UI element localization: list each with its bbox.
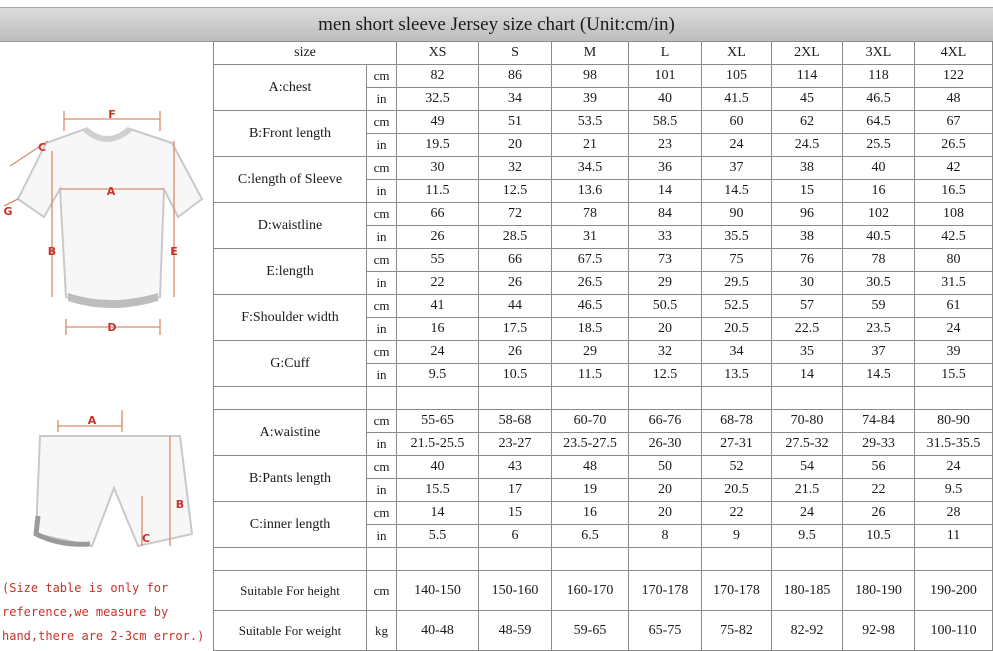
table-row — [214, 456, 993, 479]
fit-cell: 40-48 — [397, 611, 479, 651]
empty-cell — [367, 387, 397, 410]
cell-cm: 90 — [702, 203, 772, 226]
cell-cm: 37 — [843, 341, 915, 364]
cell-cm: 41 — [397, 295, 479, 318]
cell-cm: 75 — [702, 249, 772, 272]
cell-cm: 30 — [397, 157, 479, 180]
empty-cell — [479, 387, 552, 410]
cell-in: 15.5 — [397, 479, 479, 502]
empty-cell — [915, 548, 993, 571]
cell-in: 18.5 — [552, 318, 629, 341]
cell-in: 23.5-27.5 — [552, 433, 629, 456]
cell-cm: 39 — [915, 341, 993, 364]
cell-cm: 67.5 — [552, 249, 629, 272]
fit-label: Suitable For height — [214, 571, 367, 611]
cell-in: 30.5 — [843, 272, 915, 295]
empty-cell — [397, 548, 479, 571]
fit-cell: 92-98 — [843, 611, 915, 651]
empty-cell — [552, 387, 629, 410]
unit-in: in — [367, 134, 397, 157]
size-header: size — [214, 42, 397, 65]
empty-cell — [479, 548, 552, 571]
fit-cell: 180-185 — [772, 571, 843, 611]
cell-in: 31 — [552, 226, 629, 249]
diagram-label-g: G — [3, 205, 13, 218]
table-row — [214, 295, 993, 318]
cell-in: 22.5 — [772, 318, 843, 341]
unit-in: in — [367, 525, 397, 548]
cell-in: 32.5 — [397, 88, 479, 111]
fit-cell: 75-82 — [702, 611, 772, 651]
empty-cell — [915, 387, 993, 410]
cell-in: 20 — [629, 479, 702, 502]
cell-cm: 49 — [397, 111, 479, 134]
cell-in: 17 — [479, 479, 552, 502]
cell-cm: 114 — [772, 65, 843, 88]
cell-in: 9.5 — [772, 525, 843, 548]
cell-cm: 67 — [915, 111, 993, 134]
cell-in: 9.5 — [397, 364, 479, 387]
measure-label: E:length — [214, 249, 367, 295]
cell-in: 25.5 — [843, 134, 915, 157]
cell-cm: 64.5 — [843, 111, 915, 134]
measure-label: C:length of Sleeve — [214, 157, 367, 203]
cell-cm: 102 — [843, 203, 915, 226]
cell-in: 33 — [629, 226, 702, 249]
cell-in: 20 — [479, 134, 552, 157]
diagram-label-f: F — [108, 108, 116, 121]
cell-cm: 58.5 — [629, 111, 702, 134]
cell-in: 20.5 — [702, 318, 772, 341]
cell-in: 48 — [915, 88, 993, 111]
chart-title: men short sleeve Jersey size chart (Unit:cm/in) — [0, 7, 993, 42]
cell-in: 6.5 — [552, 525, 629, 548]
cell-cm: 14 — [397, 502, 479, 525]
fit-cell: 59-65 — [552, 611, 629, 651]
cell-cm: 24 — [772, 502, 843, 525]
cell-cm: 28 — [915, 502, 993, 525]
cell-cm: 80-90 — [915, 410, 993, 433]
table-row — [214, 611, 993, 651]
cell-cm: 20 — [629, 502, 702, 525]
empty-cell — [772, 548, 843, 571]
unit-in: in — [367, 88, 397, 111]
cell-cm: 86 — [479, 65, 552, 88]
cell-cm: 15 — [479, 502, 552, 525]
cell-cm: 105 — [702, 65, 772, 88]
cell-in: 10.5 — [843, 525, 915, 548]
cell-in: 34 — [479, 88, 552, 111]
cell-in: 21.5 — [772, 479, 843, 502]
table-row — [214, 203, 993, 226]
cell-in: 15.5 — [915, 364, 993, 387]
empty-cell — [552, 548, 629, 571]
fit-cell: 170-178 — [629, 571, 702, 611]
cell-cm: 36 — [629, 157, 702, 180]
measure-label: C:inner length — [214, 502, 367, 548]
cell-in: 22 — [397, 272, 479, 295]
cell-cm: 50 — [629, 456, 702, 479]
shorts-label-c: C — [141, 532, 151, 545]
cell-in: 13.6 — [552, 180, 629, 203]
cell-cm: 70-80 — [772, 410, 843, 433]
cell-cm: 98 — [552, 65, 629, 88]
cell-cm: 48 — [552, 456, 629, 479]
empty-cell — [843, 387, 915, 410]
cell-cm: 60-70 — [552, 410, 629, 433]
cell-cm: 62 — [772, 111, 843, 134]
cell-cm: 66-76 — [629, 410, 702, 433]
cell-cm: 29 — [552, 341, 629, 364]
cell-in: 26.5 — [552, 272, 629, 295]
unit-cm: cm — [367, 203, 397, 226]
cell-cm: 24 — [915, 456, 993, 479]
cell-in: 30 — [772, 272, 843, 295]
unit-in: in — [367, 433, 397, 456]
cell-in: 24.5 — [772, 134, 843, 157]
empty-cell — [702, 548, 772, 571]
cell-in: 6 — [479, 525, 552, 548]
cell-cm: 44 — [479, 295, 552, 318]
cell-in: 11.5 — [397, 180, 479, 203]
cell-cm: 32 — [479, 157, 552, 180]
cell-in: 23.5 — [843, 318, 915, 341]
cell-cm: 16 — [552, 502, 629, 525]
cell-in: 10.5 — [479, 364, 552, 387]
measure-label: B:Pants length — [214, 456, 367, 502]
fit-unit: kg — [367, 611, 397, 651]
shorts-label-a: A — [87, 414, 97, 427]
table-row — [214, 410, 993, 433]
size-col-header: S — [479, 42, 552, 65]
empty-cell — [214, 387, 367, 410]
cell-cm: 46.5 — [552, 295, 629, 318]
table-row — [214, 249, 993, 272]
table-row — [214, 502, 993, 525]
unit-in: in — [367, 226, 397, 249]
cell-cm: 40 — [397, 456, 479, 479]
cell-in: 27-31 — [702, 433, 772, 456]
cell-cm: 122 — [915, 65, 993, 88]
cell-in: 17.5 — [479, 318, 552, 341]
unit-cm: cm — [367, 410, 397, 433]
empty-cell — [629, 387, 702, 410]
cell-cm: 78 — [843, 249, 915, 272]
cell-in: 14 — [629, 180, 702, 203]
fit-cell: 48-59 — [479, 611, 552, 651]
unit-cm: cm — [367, 65, 397, 88]
cell-in: 38 — [772, 226, 843, 249]
cell-cm: 26 — [843, 502, 915, 525]
fit-cell: 180-190 — [843, 571, 915, 611]
cell-cm: 61 — [915, 295, 993, 318]
diagram-label-b: B — [47, 245, 57, 258]
cell-in: 15 — [772, 180, 843, 203]
note-line: reference,we measure by — [2, 605, 169, 619]
empty-cell — [214, 548, 367, 571]
empty-cell — [843, 548, 915, 571]
cell-cm: 38 — [772, 157, 843, 180]
size-col-header: XL — [702, 42, 772, 65]
fit-cell: 100-110 — [915, 611, 993, 651]
fit-cell: 65-75 — [629, 611, 702, 651]
cell-cm: 55-65 — [397, 410, 479, 433]
cell-in: 45 — [772, 88, 843, 111]
cell-cm: 78 — [552, 203, 629, 226]
cell-cm: 101 — [629, 65, 702, 88]
cell-in: 31.5-35.5 — [915, 433, 993, 456]
cell-in: 9.5 — [915, 479, 993, 502]
cell-in: 14.5 — [843, 364, 915, 387]
table-row — [214, 157, 993, 180]
cell-cm: 82 — [397, 65, 479, 88]
fit-cell: 82-92 — [772, 611, 843, 651]
unit-cm: cm — [367, 249, 397, 272]
cell-cm: 84 — [629, 203, 702, 226]
cell-in: 40 — [629, 88, 702, 111]
cell-in: 29.5 — [702, 272, 772, 295]
cell-cm: 53.5 — [552, 111, 629, 134]
cell-in: 12.5 — [629, 364, 702, 387]
cell-in: 19 — [552, 479, 629, 502]
cell-in: 41.5 — [702, 88, 772, 111]
unit-in: in — [367, 318, 397, 341]
unit-in: in — [367, 180, 397, 203]
cell-cm: 108 — [915, 203, 993, 226]
cell-cm: 76 — [772, 249, 843, 272]
cell-cm: 118 — [843, 65, 915, 88]
cell-in: 5.5 — [397, 525, 479, 548]
unit-cm: cm — [367, 295, 397, 318]
header-row — [214, 42, 993, 65]
measurement-note — [2, 576, 212, 648]
diagram-panel — [0, 41, 213, 650]
cell-cm: 56 — [843, 456, 915, 479]
diagram-label-c: C — [37, 141, 47, 154]
cell-cm: 96 — [772, 203, 843, 226]
cell-in: 35.5 — [702, 226, 772, 249]
size-col-header: XS — [397, 42, 479, 65]
cell-in: 28.5 — [479, 226, 552, 249]
size-table — [213, 41, 993, 651]
unit-cm: cm — [367, 341, 397, 364]
unit-cm: cm — [367, 111, 397, 134]
cell-cm: 52.5 — [702, 295, 772, 318]
table-row — [214, 571, 993, 611]
table-row — [214, 111, 993, 134]
spacer-row — [214, 387, 993, 410]
fit-cell: 150-160 — [479, 571, 552, 611]
cell-in: 21 — [552, 134, 629, 157]
cell-in: 26 — [397, 226, 479, 249]
fit-cell: 170-178 — [702, 571, 772, 611]
empty-cell — [629, 548, 702, 571]
unit-cm: cm — [367, 456, 397, 479]
cell-cm: 32 — [629, 341, 702, 364]
fit-cell: 190-200 — [915, 571, 993, 611]
cell-in: 12.5 — [479, 180, 552, 203]
measure-label: G:Cuff — [214, 341, 367, 387]
cell-in: 31.5 — [915, 272, 993, 295]
cell-in: 29 — [629, 272, 702, 295]
empty-cell — [367, 548, 397, 571]
cell-in: 16.5 — [915, 180, 993, 203]
unit-in: in — [367, 272, 397, 295]
measure-label: A:waistine — [214, 410, 367, 456]
cell-in: 21.5-25.5 — [397, 433, 479, 456]
cell-in: 11 — [915, 525, 993, 548]
cell-cm: 55 — [397, 249, 479, 272]
cell-in: 16 — [843, 180, 915, 203]
unit-in: in — [367, 364, 397, 387]
cell-cm: 42 — [915, 157, 993, 180]
cell-cm: 22 — [702, 502, 772, 525]
empty-cell — [772, 387, 843, 410]
cell-in: 39 — [552, 88, 629, 111]
cell-in: 9 — [702, 525, 772, 548]
cell-in: 16 — [397, 318, 479, 341]
cell-cm: 66 — [479, 249, 552, 272]
cell-cm: 68-78 — [702, 410, 772, 433]
table-row — [214, 341, 993, 364]
note-line: hand,there are 2-3cm error.) — [2, 629, 205, 643]
cell-cm: 26 — [479, 341, 552, 364]
jersey-diagram — [0, 71, 213, 341]
cell-cm: 66 — [397, 203, 479, 226]
measure-label: F:Shoulder width — [214, 295, 367, 341]
size-col-header: 3XL — [843, 42, 915, 65]
spacer-row — [214, 548, 993, 571]
cell-in: 40.5 — [843, 226, 915, 249]
cell-in: 23-27 — [479, 433, 552, 456]
size-col-header: 2XL — [772, 42, 843, 65]
diagram-label-d: D — [107, 321, 117, 334]
size-col-header: M — [552, 42, 629, 65]
cell-cm: 72 — [479, 203, 552, 226]
cell-in: 22 — [843, 479, 915, 502]
cell-cm: 35 — [772, 341, 843, 364]
cell-in: 8 — [629, 525, 702, 548]
fit-label: Suitable For weight — [214, 611, 367, 651]
diagram-label-a: A — [106, 185, 116, 198]
fit-unit: cm — [367, 571, 397, 611]
cell-in: 26.5 — [915, 134, 993, 157]
cell-cm: 34 — [702, 341, 772, 364]
cell-cm: 37 — [702, 157, 772, 180]
cell-cm: 60 — [702, 111, 772, 134]
empty-cell — [397, 387, 479, 410]
cell-in: 26-30 — [629, 433, 702, 456]
cell-cm: 73 — [629, 249, 702, 272]
unit-in: in — [367, 479, 397, 502]
cell-cm: 43 — [479, 456, 552, 479]
table-row — [214, 65, 993, 88]
cell-cm: 40 — [843, 157, 915, 180]
cell-cm: 58-68 — [479, 410, 552, 433]
fit-cell: 140-150 — [397, 571, 479, 611]
cell-cm: 74-84 — [843, 410, 915, 433]
fit-cell: 160-170 — [552, 571, 629, 611]
unit-cm: cm — [367, 157, 397, 180]
size-col-header: 4XL — [915, 42, 993, 65]
cell-cm: 51 — [479, 111, 552, 134]
cell-cm: 24 — [397, 341, 479, 364]
diagram-label-e: E — [170, 245, 178, 258]
unit-cm: cm — [367, 502, 397, 525]
cell-in: 27.5-32 — [772, 433, 843, 456]
cell-cm: 52 — [702, 456, 772, 479]
cell-cm: 54 — [772, 456, 843, 479]
cell-cm: 59 — [843, 295, 915, 318]
measure-label: A:chest — [214, 65, 367, 111]
measure-label: B:Front length — [214, 111, 367, 157]
cell-in: 23 — [629, 134, 702, 157]
measure-label: D:waistline — [214, 203, 367, 249]
cell-in: 20.5 — [702, 479, 772, 502]
cell-in: 24 — [915, 318, 993, 341]
empty-cell — [702, 387, 772, 410]
cell-cm: 57 — [772, 295, 843, 318]
cell-in: 29-33 — [843, 433, 915, 456]
cell-cm: 34.5 — [552, 157, 629, 180]
shorts-diagram — [10, 396, 210, 576]
cell-in: 14 — [772, 364, 843, 387]
size-col-header: L — [629, 42, 702, 65]
cell-in: 11.5 — [552, 364, 629, 387]
cell-in: 14.5 — [702, 180, 772, 203]
cell-in: 46.5 — [843, 88, 915, 111]
cell-in: 13.5 — [702, 364, 772, 387]
cell-cm: 80 — [915, 249, 993, 272]
cell-in: 42.5 — [915, 226, 993, 249]
cell-in: 19.5 — [397, 134, 479, 157]
cell-in: 24 — [702, 134, 772, 157]
cell-in: 20 — [629, 318, 702, 341]
shorts-label-b: B — [175, 498, 185, 511]
cell-in: 26 — [479, 272, 552, 295]
cell-cm: 50.5 — [629, 295, 702, 318]
note-line: (Size table is only for — [2, 581, 169, 595]
